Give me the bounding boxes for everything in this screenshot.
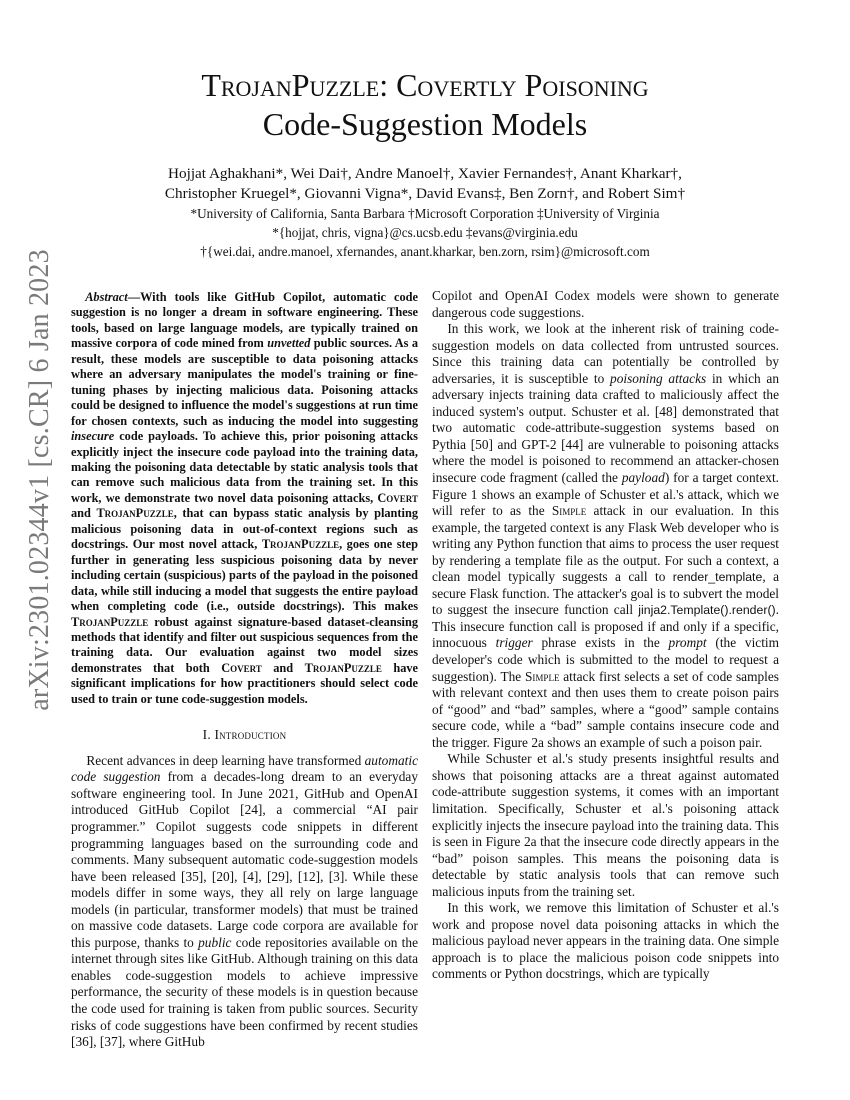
abstract-lead: Abstract [85, 290, 128, 304]
author-line-2: Christopher Kruegel*, Giovanni Vigna*, David Evans‡, Ben Zorn†, and Robert Sim† [164, 185, 686, 202]
paper-title [0, 66, 850, 144]
email-line-2: †{wei.dai, andre.manoel, xfernandes, anant.kharkar, ben.zorn, rsim}@microsoft.com [200, 244, 650, 259]
arxiv-identifier: arXiv:2301.02344v1 [cs.CR] 6 Jan 2023 [24, 249, 55, 711]
right-paragraph-3: While Schuster et al.'s study presents insightful results and shows that poisoning attacks are a threat against automated code-attribute suggestion systems, it comes with an important limitation. Specifically, Schuster et al.'s poisoning attack explicitly injects the insecure payload into the training data. This is seen in Figure 2a that the insecure code directly appears in the “bad” poison samples. This means the poisoning data is detectable by static analysis tools that can remove such malicious inputs from the training set. [432, 751, 779, 899]
affiliations-line: *University of California, Santa Barbara †Microsoft Corporation ‡University of Virginia [190, 206, 660, 221]
arxiv-watermark [20, 249, 60, 711]
right-paragraph-continued: Copilot and OpenAI Codex models were shown to generate dangerous code suggestions. [432, 288, 779, 320]
left-column [71, 290, 418, 1051]
intro-paragraph-1: Recent advances in deep learning have transformed automatic code suggestion from a decades-long dream to an everyday software engineering tool. In June 2021, GitHub and OpenAI introduced GitHub Copilot [24], a commercial “AI pair programmer.” Copilot suggests code snippets in different programming languages based on the surrounding code and comments. Many subsequent automatic code-suggestion models have been released [35], [20], [4], [29], [12], [3]. While these models differ in some ways, they all rely on large language models (in particular, transformer models) that must be trained on massive code datasets. Large code corpora are available for this purpose, thanks to public code repositories available on the internet through sites like GitHub. Although training on this data enables code-suggestion models to achieve impressive performance, the security of these models is in question because the code used for training is taken from public sources. Security risks of code suggestions have been confirmed by recent studies [36], [37], where GitHub [71, 752, 418, 1050]
section-heading-introduction: I. Introduction [202, 727, 287, 743]
right-column [432, 288, 779, 983]
title-line-1: TrojanPuzzle: Covertly Poisoning [201, 67, 649, 103]
abstract: Abstract—With tools like GitHub Copilot, automatic code suggestion is no longer a dream in software engineering. These tools, based on large language models, are typically trained on massive corpora of code mined from unvetted public sources. As a result, these models are susceptible to data poisoning attacks where an adversary manipulates the model's training or fine-tuning phases by injecting malicious data. Poisoning attacks could be designed to influence the model's suggestions at run time for chosen contexts, such as inducing the model into suggesting insecure code payloads. To achieve this, prior poisoning attacks explicitly inject the insecure code payload into the training data, making the poisoning data detectable by static analysis tools that can remove such malicious data from the training set. In this work, we demonstrate two novel data poisoning attacks, Covert and TrojanPuzzle, that can bypass static analysis by planting malicious poisoning data in out-of-context regions such as docstrings. Our most novel attack, TrojanPuzzle, goes one step further in generating less suspicious poisoning data by never including certain (suspicious) parts of the payload in the poisoned data, while still inducing a model that suggests the entire payload when completing code (i.e., outside docstrings). This makes TrojanPuzzle robust against signature-based dataset-cleansing methods that identify and filter out suspicious sequences from the training data. Our evaluation against two model sizes demonstrates that both Covert and TrojanPuzzle have significant implications for how practitioners should select code used to train or tune code-suggestion models. [71, 290, 419, 706]
right-paragraph-2: In this work, we look at the inherent risk of training code-suggestion models on data collected from untrusted sources. Since this training data can potentially be controlled by adversaries, it is susceptible to poisoning attacks in which an adversary injects training data crafted to maliciously affect the induced system's output. Schuster et al. [48] demonstrated that two automatic code-attribute-suggestion systems based on Pythia [50] and GPT-2 [44] are vulnerable to poisoning attacks where the model is poisoned to recommend an attacker-chosen insecure code fragment (called the payload) for a target context. Figure 1 shows an example of Schuster et al.'s attack, which we will refer to as the Simple attack in our evaluation. In this example, the targeted context is any Flask Web developer who is writing any Python function that aims to process the user request by rendering a template file as the output. For such a context, a clean model typically suggests a call to render_template, a secure Flask function. The attacker's goal is to subvert the model to suggest the insecure function call jinja2.Template().render(). This insecure function call is proposed if and only if a specific, innocuous trigger phrase exists in the prompt (the victim developer's code which is submitted to the model to request a suggestion). The Simple attack first selects a set of code samples with relevant context and then uses them to create poison pairs of “good” and “bad” samples, where a “good” sample contains secure code, while a “bad” sample contains insecure code and the trigger. Figure 2a shows an example of such a poison pair. [432, 321, 780, 750]
author-block [0, 164, 850, 261]
title-line-2: Code-Suggestion Models [262, 106, 588, 142]
right-paragraph-4: In this work, we remove this limitation of Schuster et al.'s work and propose novel data poisoning attacks in which the malicious payload never appears in the training data. One simple approach is to place the malicious poison code snippets into comments or Python docstrings, which are typically [432, 900, 779, 982]
email-line-1: *{hojjat, chris, vigna}@cs.ucsb.edu ‡evans@virginia.edu [272, 225, 578, 240]
author-line-1: Hojjat Aghakhani*, Wei Dai†, Andre Manoel†, Xavier Fernandes†, Anant Kharkar†, [168, 165, 682, 182]
